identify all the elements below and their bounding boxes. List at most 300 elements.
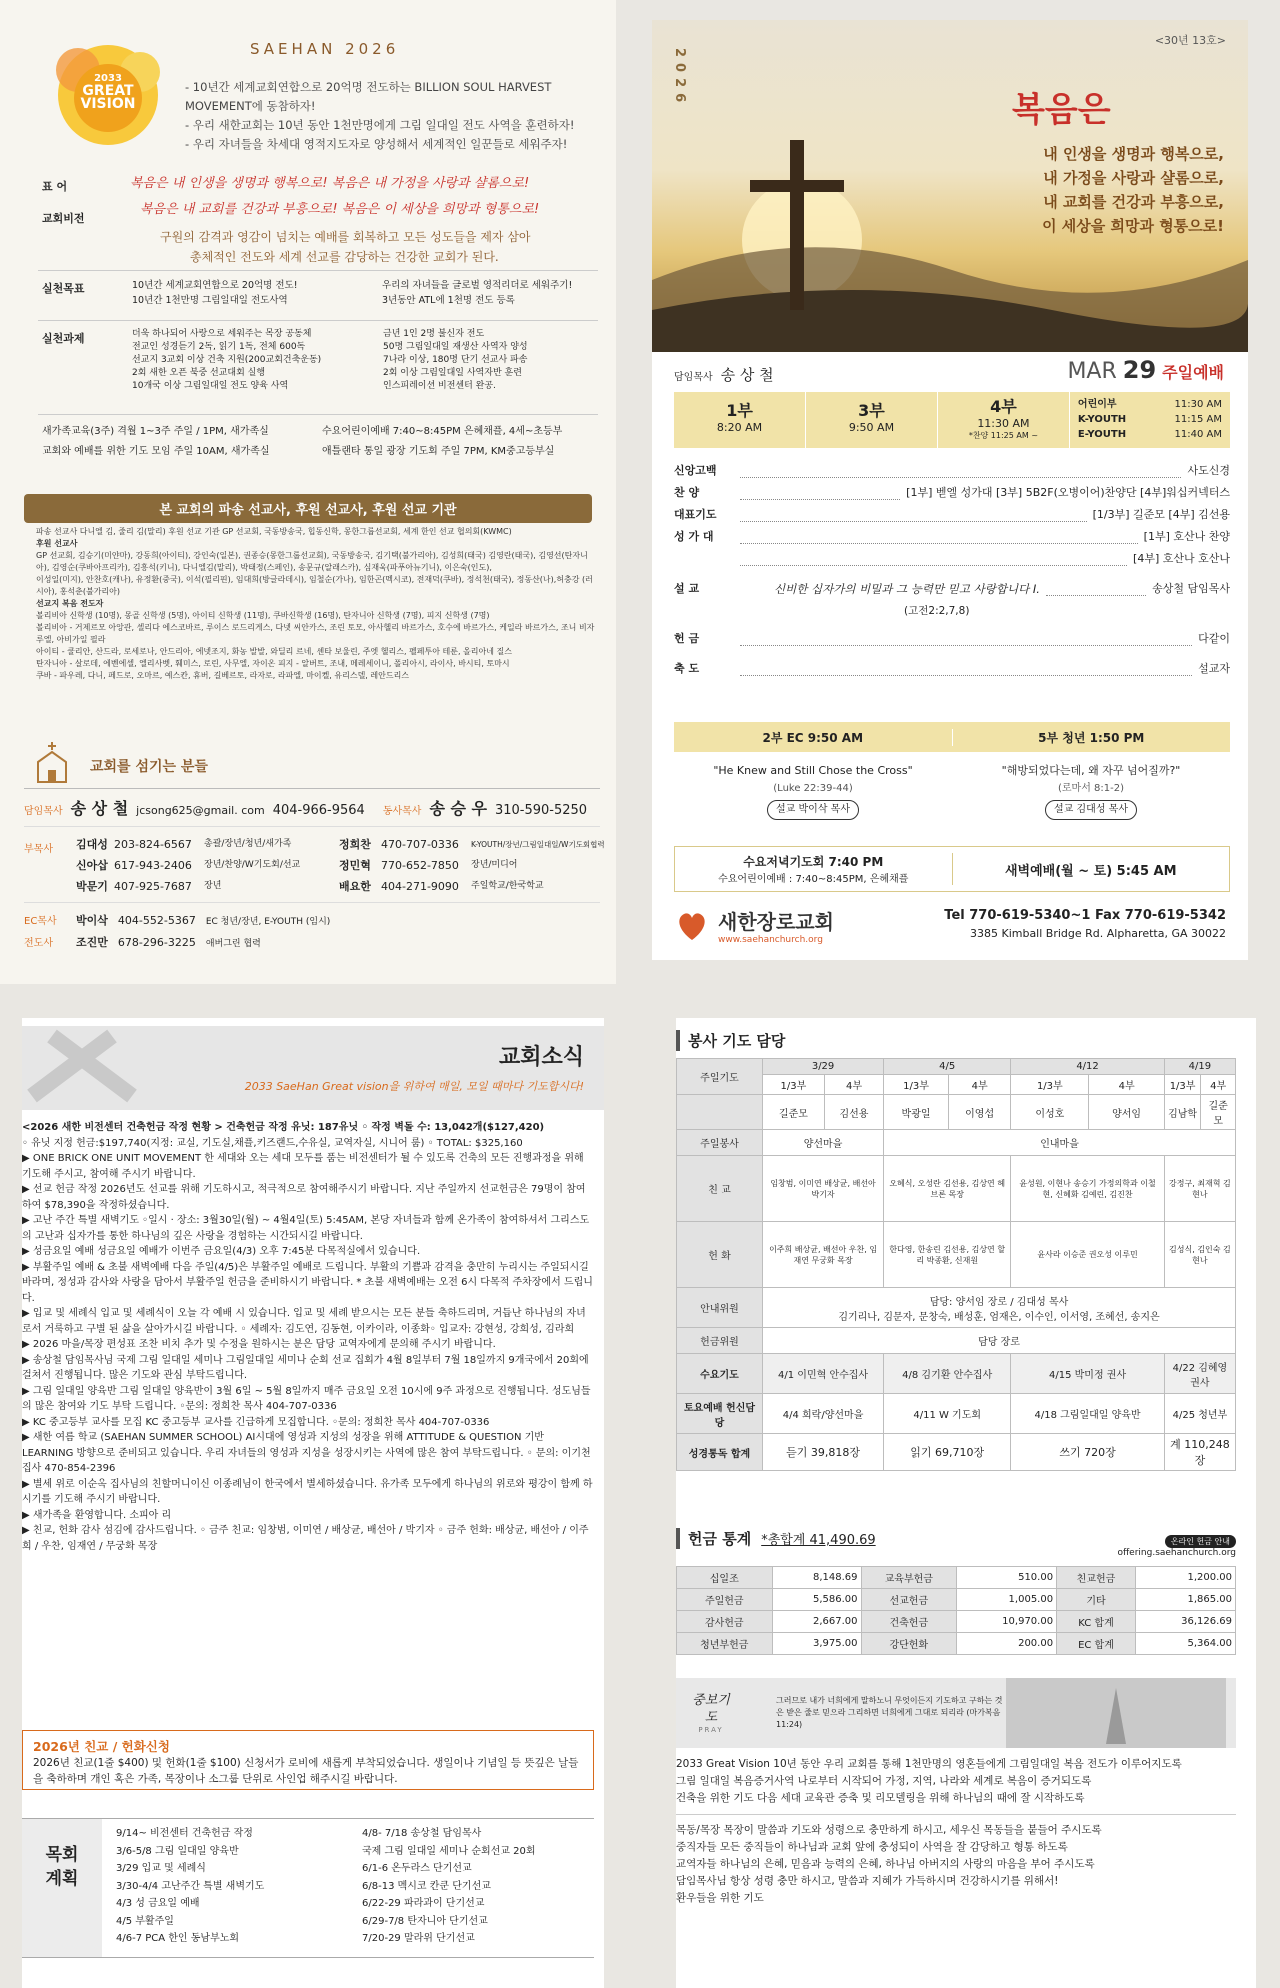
order-row [674, 504, 1230, 526]
cover-line: 내 인생을 생명과 행복으로, [1043, 145, 1224, 163]
bongsa-label: 주일봉사 [677, 1130, 763, 1156]
cell: 3,975.00 [772, 1633, 861, 1655]
service-1 [674, 392, 805, 448]
date-month: MAR [1067, 359, 1117, 384]
ec-time: 2부 EC 9:50 AM [762, 730, 864, 745]
prayer-item: 담임목사님 항상 성령 충만 하시고, 말씀과 지혜가 가득하시며 건강하시기를 위해서! [676, 1875, 1059, 1887]
cell: 친교헌금 [1057, 1567, 1136, 1589]
staff-list [76, 834, 606, 897]
date-cell: 4/12 [1011, 1059, 1165, 1075]
cell: 담당 장로 [763, 1328, 1236, 1354]
cell: 1,005.00 [957, 1589, 1057, 1611]
offer-label: 헌금위원 [677, 1328, 763, 1354]
youth-time: 11:15 AM [1174, 414, 1222, 425]
table-row [677, 1156, 1236, 1222]
service-time: 8:20 AM [716, 421, 763, 434]
motto-label: 표 어 [42, 180, 68, 193]
mission-line: 선교지 복음 전도자 [36, 599, 104, 608]
contact [944, 908, 1226, 940]
staff-row [76, 834, 606, 855]
pray-label: 중보기도 [692, 1693, 730, 1725]
youth-name: K-YOUTH [1077, 414, 1127, 425]
ec-sermon [674, 762, 952, 820]
pastor-name: 송 상 철 [720, 366, 774, 384]
order-row [674, 460, 1230, 482]
senior-name: 송 상 철 [70, 799, 129, 818]
staff-phone: 407-925-7687 [114, 880, 192, 893]
service-date [1067, 356, 1224, 384]
sub-cell: 1/3부 [1011, 1075, 1089, 1095]
youth-name: 어린이부 [1077, 399, 1117, 410]
staff-name: 정민혁 [339, 859, 371, 872]
staff-role: 총괄/장년/청년/새가족 [204, 839, 292, 849]
ec-role: EC 청년/장년, E-YOUTH (임시) [205, 917, 331, 927]
goal-item: 10년간 1천만명 그림일대일 전도사역 [132, 295, 288, 306]
table-row [677, 1567, 1236, 1589]
cell: 이성호 [1011, 1095, 1089, 1130]
news-item: ▶ 그림 일대일 양육반 그림 일대일 양육반이 3월 6일 ~ 5월 8일까지 매주 금요일 오전 10시에 9주 과정으로 진행됩니다. 성도님들의 많은 참여와 기도 부탁 드립니다. ◦문의: 정희찬 목사 404-707-0336 [22, 1385, 591, 1412]
sermon-ref: (고전2:2,7,8) [904, 605, 970, 617]
cell: 윤사라 이승준 권오성 이루민 [1011, 1222, 1165, 1288]
service-3 [805, 392, 937, 448]
service-panel [676, 1018, 1256, 1988]
plan-item: 6/1-6 온두라스 단기선교 [362, 1863, 472, 1874]
staff-role: 장년/찬양/W기도회/선교 [204, 860, 301, 870]
task-item: 2회 이상 그림일대일 사역자반 훈련 [383, 368, 522, 378]
task-item: 선교지 3교회 이상 건축 지원(200교회건축운동) [132, 355, 322, 365]
plan-item: 6/22-29 파라과이 단기선교 [362, 1898, 485, 1909]
motto-line1: 복음은 내 인생을 생명과 행복으로! 복음은 내 가정을 사랑과 샬롬으로! [130, 176, 530, 191]
cell: 주일헌금 [677, 1589, 773, 1611]
staff-role: K-YOUTH/장년/그림일대일/W기도회협력 [471, 840, 605, 849]
cell: 1,200.00 [1135, 1567, 1235, 1589]
youth-row [1078, 427, 1222, 442]
news-item: ▶ 부활주일 예배 & 초불 새벽예배 다음 주일(4/5)은 부활주일 예배로 드립니다. 부활의 기쁨과 감격을 충만히 누리시는 주일되시길 바라며, 정성과 감사와 사랑을 담아서 부활주일 헌금을 준비하시기 바랍니다. * 초불 새벽예배는 오전 6시 다목적 주차장에서 드립니다. [22, 1261, 593, 1304]
yt-ref: (로마서 8:1-2) [1057, 783, 1125, 794]
task-item: 7나라 이상, 180명 단기 선교사 파송 [383, 355, 528, 365]
fellow-label: 친 교 [677, 1156, 763, 1222]
news-subtitle: 2033 SaeHan Great vision을 위하여 매일, 모일 때마다 기도합시다! [244, 1080, 584, 1093]
staff-name: 정희찬 [339, 838, 371, 851]
registration-box [22, 1730, 594, 1790]
cell: 김성식, 김인숙 김현나 [1164, 1222, 1235, 1288]
cell: 8,148.69 [772, 1567, 861, 1589]
logo-line1: 2033 [94, 73, 122, 84]
table-row [677, 1059, 1236, 1075]
prayers-block2 [676, 1822, 1248, 1907]
cell: 1,865.00 [1135, 1589, 1235, 1611]
cell: 510.00 [957, 1567, 1057, 1589]
usher-label: 안내위원 [677, 1288, 763, 1328]
mission-line: 후원 선교사 [36, 539, 78, 548]
table-row [677, 1611, 1236, 1633]
youth-time: 5부 청년 1:50 PM [952, 729, 1231, 746]
cell: 교육부헌금 [861, 1567, 957, 1589]
news-item: ▶ 친교, 헌화 감사 섬김에 감사드립니다. ◦ 금주 친교: 임창범, 이미연 / 배상균, 배선아 / 박기자 ◦ 금주 헌화: 배상균, 배선아 / 이주희 / 우찬, 임재연 / 무궁화 목장 [22, 1525, 589, 1552]
staff-name: 김대성 [76, 838, 108, 851]
staff-phone: 617-943-2406 [114, 859, 192, 872]
yt-title: "해방되었다는데, 왜 자꾸 넘어질까?" [1001, 764, 1181, 777]
news-item: ▶ KC 중고등부 교사를 모집 KC 중고등부 교사를 긴급하게 모집합니다. ◦문의: 정희찬 목사 404-707-0336 [22, 1416, 490, 1428]
goal-item: 3년동안 ATL에 1천명 전도 등록 [382, 295, 515, 306]
plan-item: 6/8-13 멕시코 칸쿤 단기선교 [362, 1880, 491, 1892]
order-value: 사도신경 [1187, 464, 1230, 477]
task-item: 인스피레이션 비전센터 완공. [383, 381, 496, 391]
cover-title: 복음은 [1012, 90, 1111, 130]
pray-banner [676, 1678, 1236, 1748]
cell: 김선용 [824, 1095, 883, 1130]
task-item: 더욱 하나되어 사랑으로 세워주는 목장 공동체 [132, 329, 312, 339]
edu-item: 교회와 예배를 위한 기도 모임 주일 10AM, 새가족실 [42, 446, 270, 457]
ec-label: EC목사 [24, 916, 57, 927]
assoc-label: 동사목사 [382, 806, 422, 817]
intro-line: - 우리 새한교회는 10년 동안 1천만명에게 그림 일대일 전도 사역을 훈련하자! [185, 118, 575, 132]
plan-item: 3/6-5/8 그림 일대일 양육반 [116, 1845, 239, 1857]
service-name: 3부 [858, 401, 885, 420]
cell: 이영섭 [948, 1095, 1010, 1130]
staff-role: 주일학교/한국학교 [471, 881, 544, 891]
vision-panel [0, 0, 616, 984]
cover-lines [954, 142, 1224, 238]
plan-item: 4/6-7 PCA 한인 동남부노회 [116, 1933, 240, 1944]
cell: 4/22 김혜영 권사 [1164, 1354, 1235, 1394]
wed-sub: 수요어린이예배 : 7:40~8:45PM, 은혜채플 [718, 874, 909, 885]
cell: 강정구, 최재혁 김현나 [1164, 1156, 1235, 1222]
assoc-phone: 310-590-5250 [494, 803, 588, 818]
youth-services [1069, 392, 1230, 448]
great-vision-logo [48, 40, 168, 150]
wed-title: 수요저녁기도회 7:40 PM [743, 855, 884, 869]
cell: 청년부헌금 [677, 1633, 773, 1655]
staff-role: 장년 [204, 881, 222, 891]
cell: 듣기 39,818장 [763, 1434, 884, 1471]
fin-total: *총합계 41,490.69 [761, 1533, 876, 1548]
logo-line3: VISION [80, 96, 136, 112]
table-row [677, 1394, 1236, 1434]
dawn-service: 새벽예배(월 ~ 토) 5:45 AM [1004, 863, 1177, 879]
cell: 기타 [1057, 1589, 1136, 1611]
service-4 [937, 392, 1069, 448]
sub-cell: 1/3부 [884, 1075, 949, 1095]
offering-label: 헌 금 [674, 632, 700, 645]
mission-line: 파송 선교사 다니엘 김, 줄리 김(말리) 후원 선교 기관 GP 선교회, 국동방송국, 힙동신학, 몽한그룹선교회, 세계 한인 선교 협의회(KWMC) [36, 527, 512, 536]
prayer-item: 2033 Great Vision 10년 동안 우리 교회를 통해 1천만명의 영혼들에게 그림일대일 복음 전도가 이루어지도록 [676, 1758, 1182, 1770]
goal-item: 10년간 세계교회연합으로 20억명 전도! [132, 280, 298, 291]
vision-line1: 구원의 감격과 영감이 넘치는 예배를 회복하고 모든 성도들을 제자 삼아 [160, 230, 531, 244]
edu-item: 수요어린이예배 7:40~8:45PM 은혜채플, 4세~초등부 [322, 426, 563, 437]
cell: 길준모 [1201, 1095, 1236, 1130]
order-row [674, 482, 1230, 504]
cell: 십일조 [677, 1567, 773, 1589]
sub-cell: 4부 [948, 1075, 1010, 1095]
plan-item: 7/20-29 말라위 단기선교 [362, 1933, 475, 1944]
sermon-by: 송상철 담임목사 [1152, 582, 1230, 595]
cell: 건축헌금 [861, 1611, 957, 1633]
online-url[interactable]: offering.saehanchurch.org [1117, 1548, 1236, 1558]
edu-item: 애틀랜타 통일 광장 기도회 주일 7PM, KM중고등부실 [322, 446, 555, 457]
table-row [677, 1222, 1236, 1288]
mission-line: 이성일(미지), 안찬호(캐나), 유정환(중국), 이석(필리핀), 임대희(방글라데시), 임철순(가나), 임한곤(멕시코), 전재덕(쿠바), 정석천(태국), 정동산(나),허충강 (러시아), 홍석춘(불가리아) [36, 575, 593, 596]
wed-service [675, 853, 953, 885]
table-row [677, 1354, 1236, 1394]
date-cell: 3/29 [763, 1059, 884, 1075]
service-table [676, 1058, 1236, 1471]
sat-label: 토요예배 헌신담당 [677, 1394, 763, 1434]
cell: 4/11 W 기도회 [884, 1394, 1011, 1434]
senior-label: 담임목사 [24, 806, 63, 817]
senior-pastor-row [24, 796, 604, 819]
cell: 박광일 [884, 1095, 949, 1130]
church-url[interactable]: www.saehanchurch.org [718, 935, 823, 945]
plan-item: 6/29-7/8 탄자니아 단기선교 [362, 1915, 488, 1927]
table-row [677, 1589, 1236, 1611]
cell: 이주희 배상균, 배선아 우찬, 임재연 무궁화 목장 [763, 1222, 884, 1288]
youth-row [1078, 397, 1222, 412]
task-item: 전교인 성경듣기 2독, 읽기 1독, 전체 600독 [132, 342, 306, 352]
order-value: [1부] 호산나 찬양 [1143, 530, 1230, 543]
pray-en: PRAY [698, 1726, 724, 1734]
cell: 4/15 박미정 권사 [1011, 1354, 1165, 1394]
youth-row [1078, 412, 1222, 427]
intro-line: - 10년간 세계교회연합으로 20억명 전도하는 BILLION SOUL HARVEST MOVEMENT에 동참하자! [185, 80, 552, 113]
news-item: ▶ 2026 마을/목장 편성표 조찬 비치 추가 및 수정을 원하시는 분은 담당 교역자에게 문의해 주시기 바랍니다. [22, 1339, 496, 1350]
finance-header [676, 1528, 1236, 1558]
saehan-heading: SAEHAN 2026 [250, 40, 400, 58]
missions-list [36, 526, 596, 682]
flower-label: 헌 화 [677, 1222, 763, 1288]
ec-ref: (Luke 22:39-44) [773, 783, 853, 794]
reg-title: 2026년 친교 / 헌화신청 [33, 1739, 170, 1754]
news-item: ▶ 별세 위로 이순옥 집사님의 친할머니이신 이종례님이 한국에서 별세하셨습니다. 유가족 모두에게 하나님의 위로와 평강이 함께 하시기를 기도해 주시기 바랍니다. [22, 1478, 593, 1505]
serve-title: 교회를 섬기는 분들 [90, 759, 208, 775]
ec-youth-bar [674, 722, 1230, 752]
mission-line: 탄자니아 - 살로데, 에벤에셀, 엘리사벳, 훼미스, 로린, 사무엘, 자이온 피지 - 알버트, 조내, 메레세이니, 폴리아시, 라이사, 바시티, 토마시 [36, 659, 510, 668]
cell: 길준모 [763, 1095, 825, 1130]
service-times [674, 392, 1230, 448]
cross-graphic-icon [22, 1026, 142, 1110]
order-row [674, 526, 1230, 548]
cell: 오혜식, 오성란 김선용, 김상연 헤브론 목장 [884, 1156, 1011, 1222]
date-day: 29 [1122, 356, 1157, 384]
ec-name: 박이삭 [76, 914, 108, 927]
cell: 5,586.00 [772, 1589, 861, 1611]
mission-line: 볼리비아 신학생 (10명), 몽골 신학생 (5명), 아이티 신학생 (11명), 쿠바신학생 (16명), 탄자니아 신학생 (7명), 피지 신학생 (7명) [36, 611, 490, 620]
order-label: 신앙고백 [674, 464, 717, 477]
table-row [677, 1434, 1236, 1471]
staff-phone: 770-652-7850 [381, 859, 459, 872]
table-row [677, 1130, 1236, 1156]
tasks-right [383, 328, 603, 393]
tasks-left [132, 328, 382, 393]
cell: 4/1 이민혁 안수집사 [763, 1354, 884, 1394]
plan-item: 4/3 성 금요일 예배 [116, 1898, 200, 1909]
reg-text: 2026년 친교(1줄 $400) 및 헌화(1줄 $100) 신청서가 로비에 새롭게 부착되었습니다. 생일이나 기념일 등 뜻깊은 날들을 축하하며 개인 혹은 가족, 목장이나 소그룹 단위로 사인업 해주시길 바랍니다. [33, 1757, 579, 1785]
service-time: 9:50 AM [848, 421, 895, 434]
date-cell: 4/5 [884, 1059, 1011, 1075]
cell: 200.00 [957, 1633, 1057, 1655]
cell: 36,126.69 [1135, 1611, 1235, 1633]
news-item: ▶ 성금요일 예배 성금요일 예배가 이번주 금요일(4/3) 오후 7:45분 다목적실에서 있습니다. [22, 1246, 421, 1257]
order-value: [1/3부] 길준모 [4부] 김선용 [1092, 508, 1230, 521]
plan-left [102, 1819, 348, 1957]
blessing-row [674, 658, 1230, 680]
news-item: <2026 새한 비전센터 건축헌금 작정 현황 > 건축헌금 작정 유닛: 187유닛 ◦ 작정 벽돌 수: 13,042개($127,420) [22, 1122, 545, 1133]
date-cell: 4/19 [1164, 1059, 1235, 1075]
news-item: ▶ 새한 여름 학교 (SAEHAN SUMMER SCHOOL) AI시대에 영성과 지성의 성장을 위해 ATTITUDE & QUESTION 기반 LEARNING 방향으로 준비되고 있습니다. 우리 자녀들의 영성과 지성을 성장시키는 사역에 많은 참여 부탁드립니다. ◦ 문의: 이기천 집사 470-854-2396 [22, 1432, 591, 1474]
task-item: 50명 그림일대일 재생산 사역자 양성 [383, 342, 528, 352]
table-row [677, 1328, 1236, 1354]
pray-verse: 그러므로 내가 너희에게 말하노니 무엇이든지 기도하고 구하는 것은 받은 줄로 믿으라 그리하면 너희에게 그대로 되리라 (마가복음 11:24) [776, 1696, 1003, 1729]
date-title: 주일예배 [1162, 363, 1224, 382]
ec-phone: 404-552-5367 [117, 914, 196, 927]
prayer-item: 중직자들 모든 중직들이 하나님과 교회 앞에 충성되이 사역을 잘 감당하고 형통 하도록 [676, 1841, 1068, 1853]
motto-line2: 복음은 내 교회를 건강과 부흥으로! 복음은 이 세상을 희망과 형통으로! [140, 202, 540, 217]
order-label: 대표기도 [674, 508, 717, 521]
yt-by: 설교 김대성 목사 [1045, 800, 1137, 820]
offering-value: 다같이 [1198, 632, 1230, 645]
order-value: [4부] 호산나 호산나 [1133, 552, 1230, 565]
church-logo [674, 906, 834, 945]
service-name: 4부 [990, 397, 1017, 416]
staff-name: 배요한 [339, 880, 371, 893]
goals-list [132, 278, 602, 308]
cell: 계 110,248장 [1164, 1434, 1235, 1471]
cell: 감사헌금 [677, 1611, 773, 1633]
logo-line2: GREAT [82, 83, 134, 99]
plan-right [348, 1819, 594, 1957]
jd-row [24, 932, 604, 954]
ec-row [24, 910, 604, 954]
church-icon [30, 740, 74, 784]
sub-cell: 4부 [1201, 1075, 1236, 1095]
cell: 강단헌화 [861, 1633, 957, 1655]
cell: 선교헌금 [861, 1589, 957, 1611]
finance-table [676, 1566, 1236, 1655]
news-item: ▶ ONE BRICK ONE UNIT MOVEMENT 한 세대와 오는 세대 모두를 품는 비전센터가 될 수 있도록 건축의 모든 진행과정을 위해 기도해 주시고, 참여해 주시기 바랍니다. [22, 1153, 584, 1180]
news-list [22, 1120, 594, 1554]
staff-phone: 470-707-0336 [381, 838, 459, 851]
church-name: 새한장로교회 [718, 910, 834, 934]
plan-box [22, 1818, 594, 1958]
year-vertical: 2026 [672, 48, 687, 109]
staff-name: 박문기 [76, 880, 108, 893]
fin-title: 헌금 통계 [676, 1528, 751, 1549]
sub-cell: 1/3부 [763, 1075, 825, 1095]
cell: 4/25 청년부 [1164, 1394, 1235, 1434]
staff-role: 장년/미디어 [471, 860, 518, 870]
cell: 읽기 69,710장 [884, 1434, 1011, 1471]
cell: 김남학 [1164, 1095, 1201, 1130]
cell: 10,970.00 [957, 1611, 1057, 1633]
jd-role: 애버그린 협력 [205, 939, 261, 949]
online-badge[interactable]: 온라인 헌금 안내 [1165, 1535, 1236, 1548]
prayer-item: 환우들을 위한 기도 [676, 1892, 764, 1904]
usher-members: 김기리나, 김문자, 문창숙, 배성훈, 엄재은, 이수인, 이서영, 조혜선, 송지은 [838, 1311, 1160, 1323]
cover-line: 이 세상을 희망과 형통으로! [1042, 217, 1224, 235]
cell: 4/4 희락/양선마을 [763, 1394, 884, 1434]
service-name: 1부 [726, 401, 753, 420]
cell: 양선마을 [763, 1130, 884, 1156]
mission-line: 볼리비아 - 거제르모 아앙관, 셀리다 에스코바르, 루이스 로드리게스, 다넷 씨안카스, 조린 토모, 아사헬리 바르가스, 호수에 바르가스, 케일라 바르가스, 조니 비자루엘, 아비가일 필라 [36, 623, 595, 644]
jd-name: 조진만 [76, 936, 108, 949]
cell: 2,667.00 [772, 1611, 861, 1633]
cover-line: 내 가정을 사랑과 샬롬으로, [1043, 169, 1224, 187]
task-item: 금년 1인 2명 불신자 전도 [383, 329, 485, 339]
task-item: 10개국 이상 그림일대일 전도 양육 사역 [132, 381, 289, 391]
table-row [677, 1288, 1236, 1328]
news-panel [22, 1018, 604, 1988]
plan-item: 3/29 입교 및 세례식 [116, 1863, 206, 1874]
prayer-item: 그림 일대일 복음증거사역 나로부터 시작되어 가정, 지역, 나라와 세계로 복음이 증거되도록 [676, 1775, 1092, 1787]
plan-item: 국제 그림 일대일 세미나 순회선교 20회 [362, 1845, 536, 1857]
order-label: 찬 양 [674, 486, 700, 499]
pastor-label: 담임목사 [674, 372, 713, 383]
news-item: ▶ 입교 및 세례식 입교 및 세례식이 오늘 각 예배 시 있습니다. 입교 및 세례 받으시는 모든 분들 축하드리며, 거듭난 하나님의 자녀로서 거룩하고 구별 된 삶을 살아가시길 바랍니다. ◦ 세례자: 김도연, 김동현, 이카이라, 이종화◦ 입교자: 강현성, 강희성, 김라희 [22, 1308, 586, 1335]
youth-time: 11:30 AM [1174, 399, 1222, 410]
church-address: 3385 Kimball Bridge Rd. Alpharetta, GA 30022 [969, 927, 1226, 940]
staff-row [76, 855, 606, 876]
youth-sermon [952, 762, 1230, 820]
pastor-line [674, 364, 774, 385]
sermon-title: 신비한 십자가의 비밀과 그 능력만 믿고 사랑합니다 I. [774, 582, 1040, 596]
cell: 5,364.00 [1135, 1633, 1235, 1655]
edu-list [42, 422, 602, 462]
bulletin-cover-panel [652, 20, 1248, 960]
youth-time: 11:40 AM [1174, 429, 1222, 440]
ec-by: 설교 박이삭 목사 [767, 800, 859, 820]
plan-item: 3/30-4/4 고난주간 특별 새벽기도 [116, 1880, 265, 1892]
blessing-label: 축 도 [674, 662, 700, 675]
cell: 윤성원, 이현나 송승기 가정의학과 이철현, 신혜화 김예린, 김진찬 [1011, 1156, 1165, 1222]
sub-cell: 1/3부 [1164, 1075, 1201, 1095]
sermon-label: 설 교 [674, 582, 700, 595]
cell: 4/8 김기환 안수집사 [884, 1354, 1011, 1394]
guide-label: 주일기도 [677, 1059, 763, 1095]
missions-header: 본 교회의 파송 선교사, 후원 선교사, 후원 선교 기관 [24, 494, 592, 523]
blessing-value: 설교자 [1198, 662, 1230, 675]
offering-row [674, 628, 1230, 650]
wed-label: 수요기도 [677, 1354, 763, 1394]
cell: 인내마을 [884, 1130, 1236, 1156]
church-tel: Tel 770-619-5340~1 Fax 770-619-5342 [944, 908, 1226, 923]
sub-cell: 4부 [824, 1075, 883, 1095]
sermon-row [674, 578, 1230, 600]
prayer-item: 교역자들 하나님의 은혜, 믿음과 능력의 은혜, 하나님 아버지의 사랑의 마음을 부어 주시도록 [676, 1858, 1095, 1870]
vision-line2: 총체적인 전도와 세계 선교를 감당하는 건강한 교회가 된다. [190, 250, 499, 264]
news-item: ▶ 선교 헌금 작정 2026년도 선교를 위해 기도하시고, 적극적으로 참여해주시기 바랍니다. 지난 주일까지 선교헌금은 79명이 참여하여 $78,390을 작정하셨습니다. [22, 1184, 586, 1211]
order-label: 성 가 대 [674, 530, 714, 543]
mission-line: 쿠바 - 파우레, 다니, 페드로, 오마르, 예스칸, 휴버, 길베르토, 라자로, 라파엘, 마이켈, 유리스델, 레안드리스 [36, 671, 410, 680]
cell: 한다영, 한송린 김선용, 김상연 할리 박종환, 신재원 [884, 1222, 1011, 1288]
senior-phone: 404-966-9564 [272, 803, 365, 818]
ec-title: "He Knew and Still Chose the Cross" [713, 764, 913, 777]
news-item: ▶ 고난 주간 특별 새벽기도 ◦일시 · 장소: 3월30일(월) ~ 4월4일(토) 5:45AM, 본당 자녀들과 함께 온가족이 참여하셔서 그리스도의 고난과 십자가를 통한 하나님의 깊은 사랑을 경험하는 시간되시길 바랍니다. [22, 1215, 590, 1242]
order-row [674, 548, 1230, 570]
staff-phone: 404-271-9090 [381, 880, 459, 893]
worship-order [674, 460, 1230, 680]
service-time: 11:30 AM [977, 417, 1030, 430]
staff-name: 신아삽 [76, 859, 108, 872]
mission-line: 아이티 - 쿨리안, 산드라, 로세로나, 안드리아, 에넷조지, 화농 발발, 와딜리 르네, 셴타 보울린, 주엣 헬리스, 펠페투아 테룬, 올리아네 질스 [36, 647, 512, 656]
news-item: ◦ 유닛 지정 헌금:$197,740(지정: 교실, 기도실,채플,키즈랜드,수유실, 교역자실, 시니어 룸) ◦ TOTAL: $325,160 [22, 1137, 523, 1149]
staff-row [76, 876, 606, 897]
service-title: 봉사 기도 담당 [676, 1030, 785, 1051]
order-value: [1부] 벧엘 성가대 [3부] 5B2F(오병이어)찬양단 [4부]워십커넥터스 [906, 486, 1230, 499]
mission-line: GP 선교회, 김승기(미얀마), 강동희(아이티), 강인숙(일본), 권종승(몽한그룹선교회), 국동방송국, 김기택(불가리아), 김성희(태국) 김영란(태국), 김영선(탄자니아), 김영순(쿠바아프리카), 김흥석(키니), 다니엘김(말리), 박태정(스페인), 송문규(알래스카), 심재욱(파푸아뉴기니), 이은숙(인도), [36, 551, 588, 572]
plan-title: 목회 계획 [22, 1819, 102, 1957]
cover-line: 내 교회를 건강과 부흥으로, [1043, 193, 1224, 211]
youth-name: E-YOUTH [1077, 429, 1127, 440]
